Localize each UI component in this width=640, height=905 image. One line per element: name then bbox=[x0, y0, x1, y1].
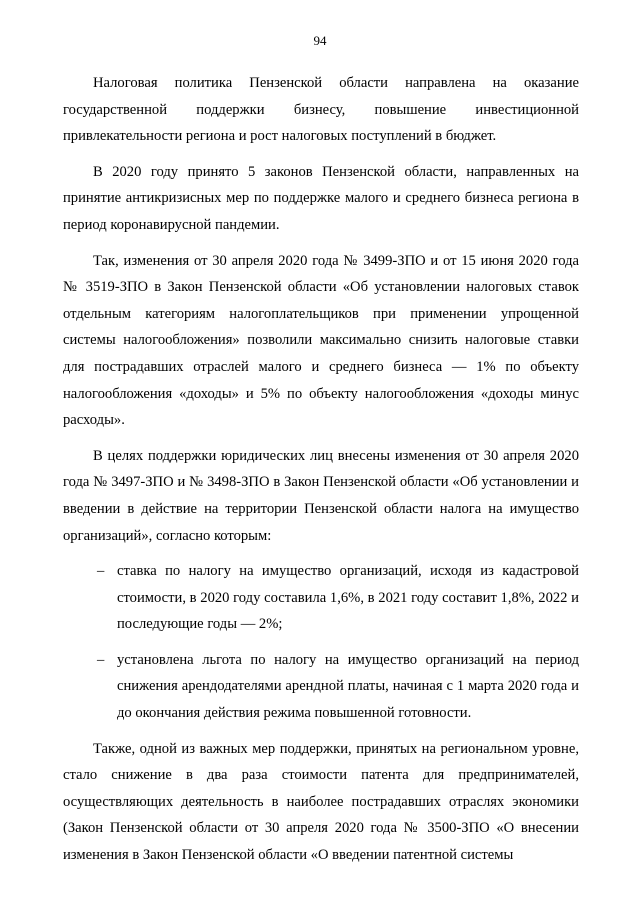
list-item bbox=[63, 647, 579, 727]
page-number: 94 bbox=[313, 33, 327, 48]
dash-bullet-marker: – bbox=[97, 651, 105, 668]
document-body bbox=[63, 70, 579, 878]
property-tax-measures-list bbox=[63, 558, 579, 727]
list-item-text: ставка по налогу на имущество организаций, исходя из кадастровой стоимости, в 2020 году составила 1,6%, в 2021 году составит 1,8%, 2022 и последующие годы — 2%; bbox=[117, 563, 579, 633]
dash-bullet-marker: – bbox=[97, 563, 105, 580]
paragraph-simplified-tax-rates: Так, изменения от 30 апреля 2020 года № 3499-ЗПО и от 15 июня 2020 года № 3519-ЗПО в Закон Пензенской области «Об установлении налоговых ставок отдельным категориям налогоплательщиков при применении упрощенной системы налогообложения» позволили максимально снизить налоговые ставки для пострадавших отраслей малого и среднего бизнеса — 1% по объекту налогообложения «доходы» и 5% по объекту налогообложения «доходы минус расходы». bbox=[63, 252, 579, 429]
paragraph-tax-policy: Налоговая политика Пензенской области направлена на оказание государственной поддержки бизнесу, повышение инвестиционной привлекательности региона и рост налоговых поступлений в бюджет. bbox=[63, 75, 579, 145]
paragraph-anticrisis-laws: В 2020 году принято 5 законов Пензенской области, направленных на принятие антикризисных мер по поддержке малого и среднего бизнеса региона в период коронавирусной пандемии. bbox=[63, 163, 579, 233]
list-item-text: установлена льгота по налогу на имущество организаций на период снижения арендодателями арендной платы, начиная с 1 марта 2020 года и до окончания действия режима повышенной готовности. bbox=[117, 651, 579, 722]
paragraph-patent-cost-reduction: Также, одной из важных мер поддержки, принятых на региональном уровне, стало снижение в два раза стоимости патента для предпринимателей, осуществляющих деятельность в наиболее пострадавших отраслях экономики (Закон Пензенской области от 30 апреля 2020 года № 3500-ЗПО «О внесении изменения в Закон Пензенской области «О введении патентной системы bbox=[63, 740, 579, 864]
paragraph-property-tax-changes: В целях поддержки юридических лиц внесены изменения от 30 апреля 2020 года № 3497-ЗПО и № 3498-ЗПО в Закон Пензенской области «Об установлении и введении в действие на территории Пензенской области налога на имущество организаций», согласно которым: bbox=[63, 447, 579, 544]
list-item bbox=[63, 558, 579, 638]
